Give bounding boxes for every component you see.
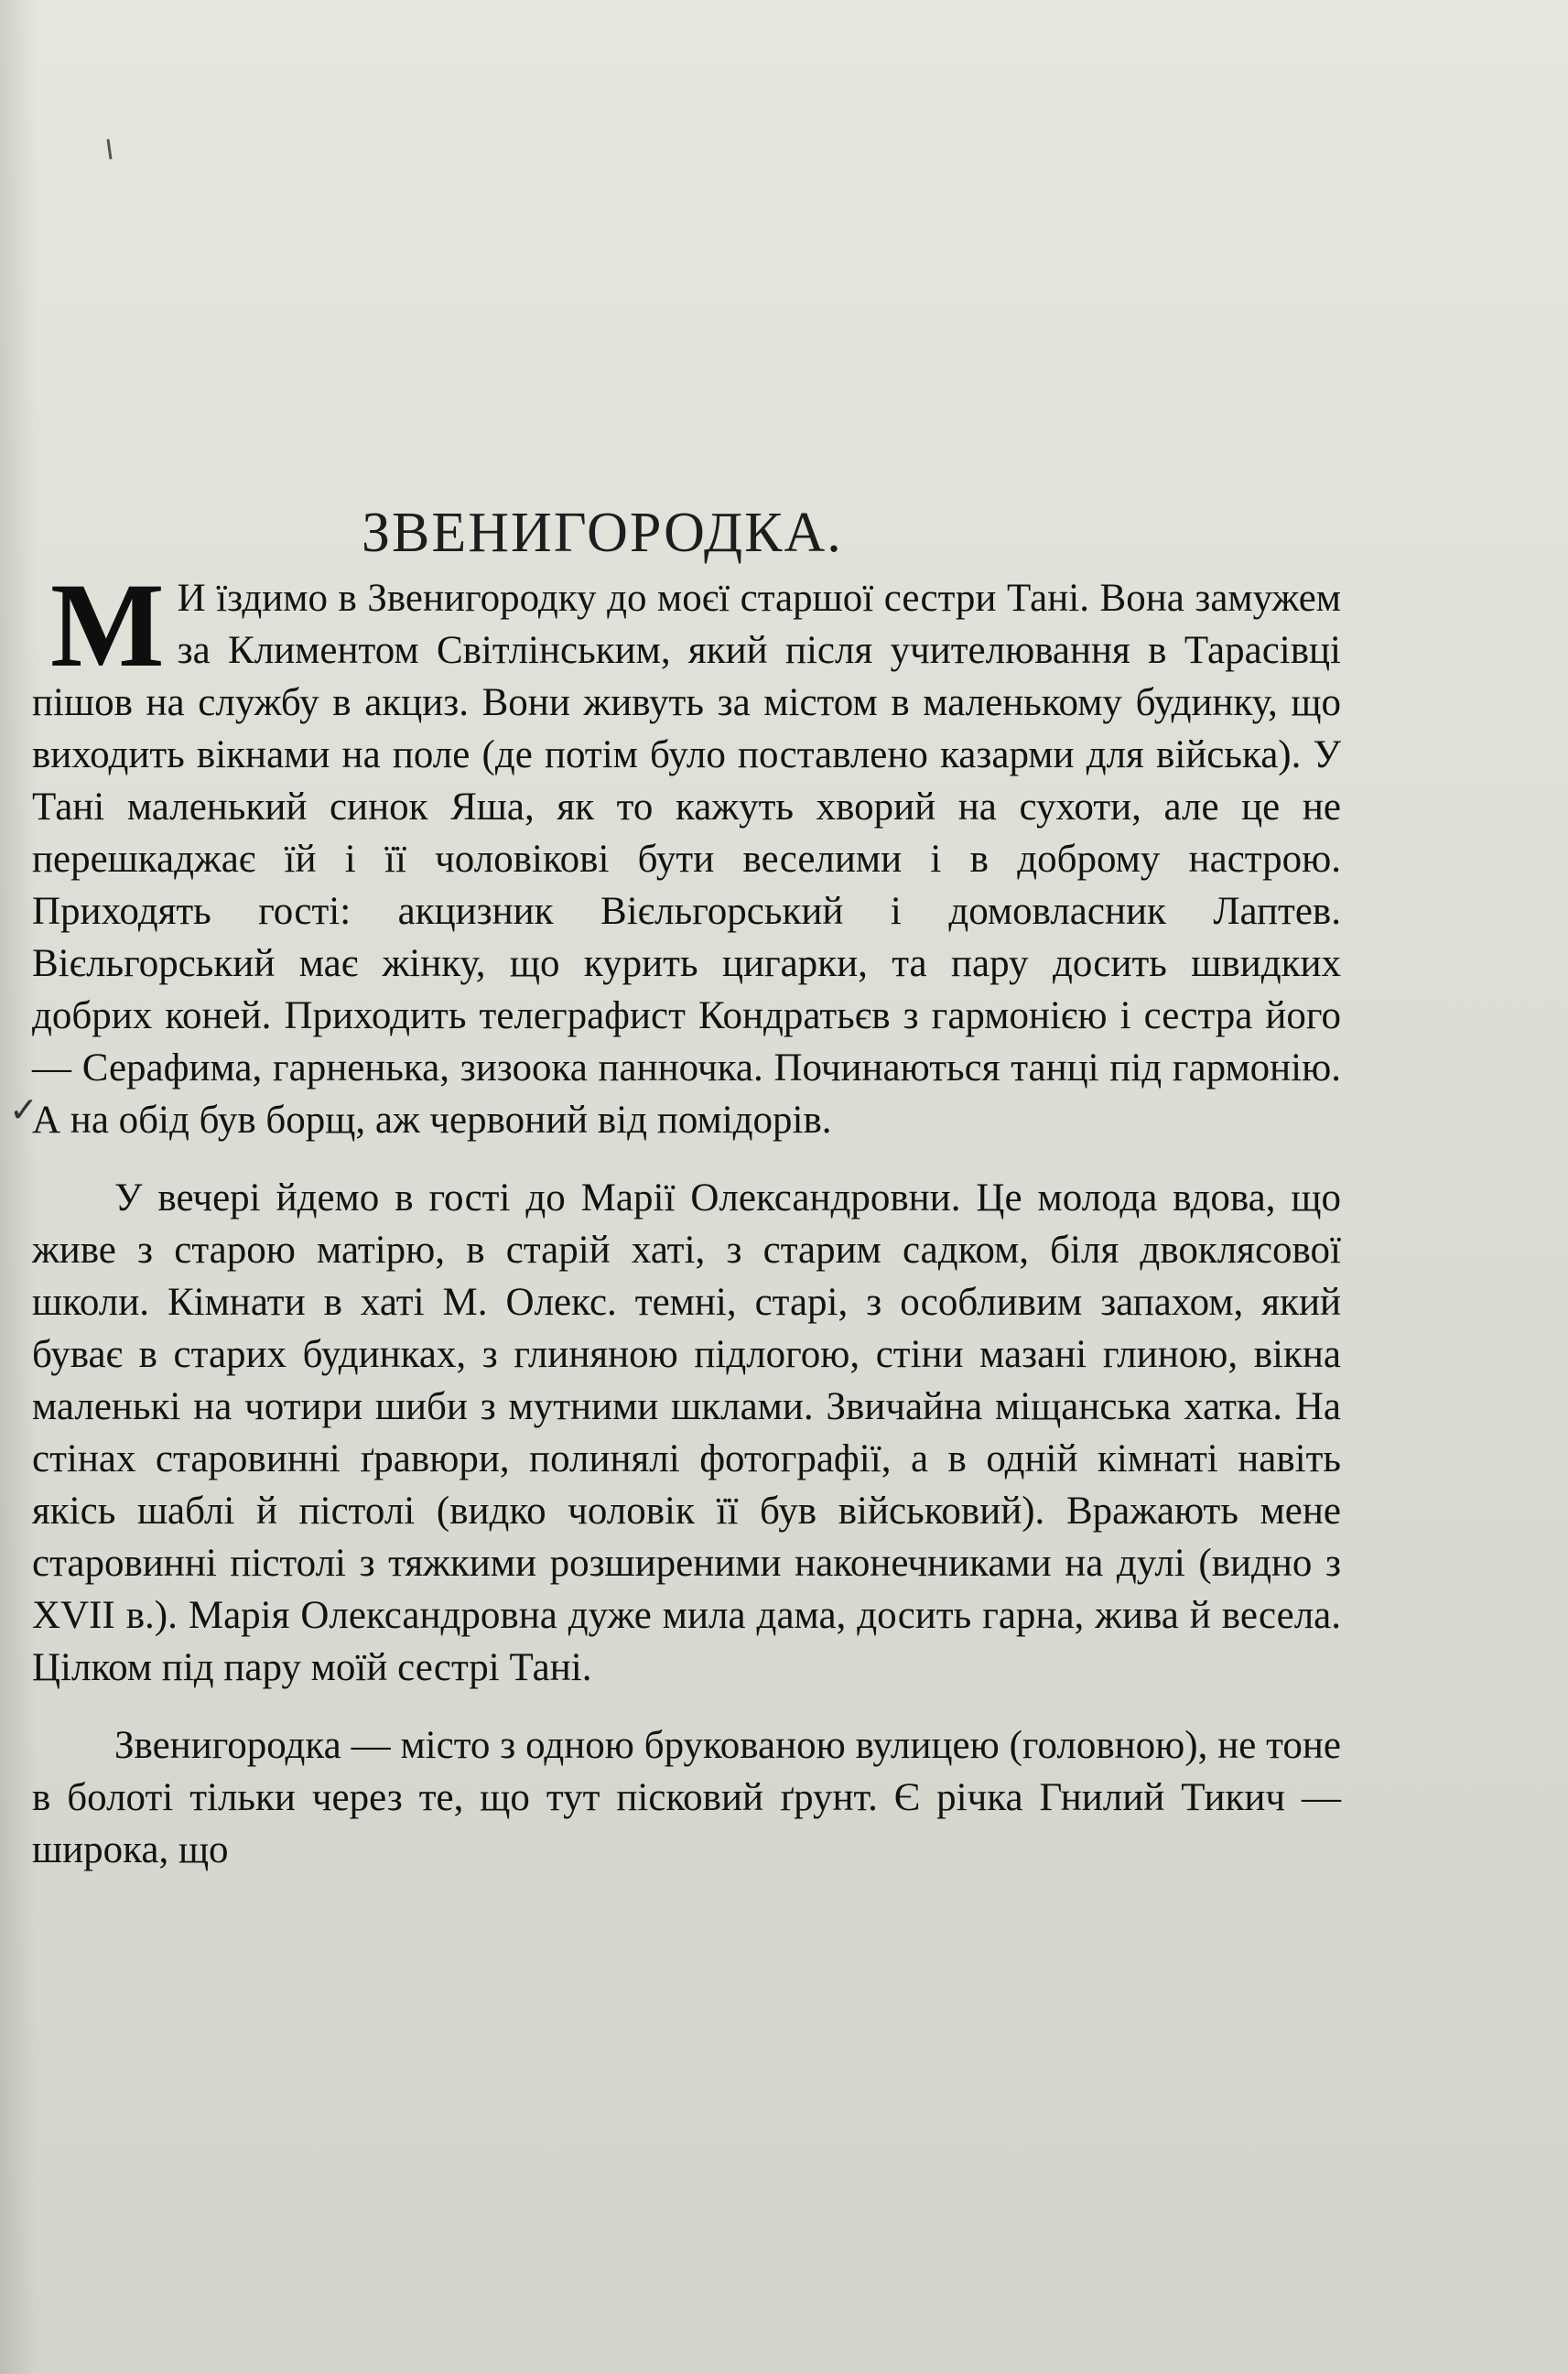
- paragraph-1-text: И їздимо в Звенигородку до моєї старшої сестри Тані. Вона замужем за Климентом Світлінським, який після учителювання в Тарасівці пішов на службу в акциз. Вони живуть за містом в маленькому будинку, що виходить вікнами на поле (де потім було поставлено казарми для війська). У Тані маленький синок Яша, як то кажуть хворий на сухоти, але це не перешкаджає їй і її чоловікові бути веселими і в доброму настрою. Приходять гості: акцизник Вієльгорський і домовласник Лаптев. Вієльгорський має жінку, що курить цигарки, та пару досить швидких добрих коней. Приходить телеграфист Кондратьєв з гармонією і сестра його — Серафима, гарненька, зизоока панночка. Починаються танці під гармонію. А на обід був борщ, аж червоний від помідорів.: [32, 577, 1341, 1142]
- body-text: [32, 558, 1341, 1902]
- drop-cap: М: [50, 558, 165, 692]
- pencil-check-mark-icon: ✓: [9, 1089, 38, 1130]
- paragraph-3: [32, 1719, 1341, 1876]
- paragraph-1: [32, 558, 1341, 1146]
- margin-speck: [106, 139, 112, 159]
- paragraph-2: [32, 1172, 1341, 1694]
- paragraph-3-text: Звенигородка — місто з одною брукованою вулицею (головною), не тоне в болоті тільки через те, що тут пісковий ґрунт. Є річка Гнилий Тикич — широка, що: [32, 1724, 1341, 1871]
- paragraph-2-text: У вечері йдемо в гості до Марії Олександровни. Це молода вдова, що живе з старою матірю, в старій хаті, з старим садком, біля двоклясової школи. Кімнати в хаті М. Олекс. темні, старі, з особливим запахом, який буває в старих будинках, з глиняною підлогою, стіни мазані глиною, вікна маленькі на чотири шиби з мутними шклами. Звичайна міщанська хатка. На стінах старовинні ґравюри, полинялі фотографії, а в одній кімнаті навіть якісь шаблі й пістолі (видко чоловік її був військовий). Вражають мене старовинні пістолі з тяжкими розширеними наконечниками на дулі (видно з XVII в.). Марія Олександровна дуже мила дама, досить гарна, жива й весела. Цілком під пару моїй сестрі Тані.: [32, 1176, 1341, 1689]
- chapter-title: ЗВЕНИГОРОДКА.: [362, 501, 843, 564]
